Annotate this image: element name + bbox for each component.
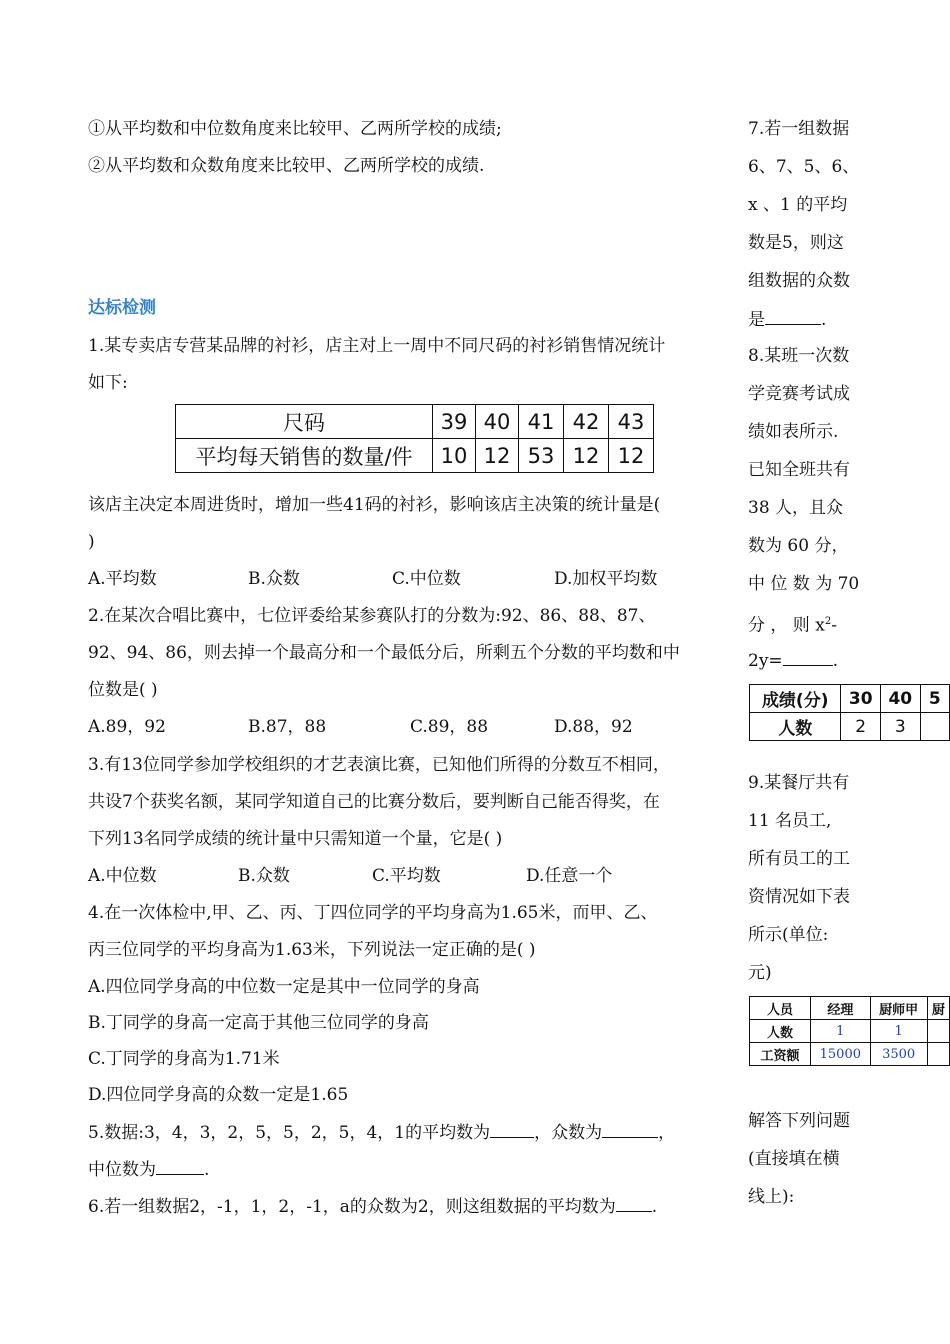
text-line: ②从平均数和众数角度来比较甲、乙两所学校的成绩. xyxy=(88,156,485,176)
question-1-text: 如下: xyxy=(88,373,128,393)
table-cell: 40 xyxy=(476,405,519,439)
option-d: D.88，92 xyxy=(554,717,633,737)
table-cell: 42 xyxy=(564,405,609,439)
table-cell: 10 xyxy=(433,439,476,473)
option-c: C.89，88 xyxy=(410,717,489,737)
answer-blank xyxy=(490,1121,534,1138)
question-8-part: . xyxy=(832,651,839,671)
question-2-text: 2.在某次合唱比赛中，七位评委给某参赛队打的分数为:92、86、88、87、 xyxy=(88,606,656,626)
table-row xyxy=(750,1020,950,1043)
table-cell xyxy=(927,1043,949,1066)
question-6-text xyxy=(88,1195,657,1218)
option-b: B.众数 xyxy=(238,866,290,886)
question-2-text: 92、94、86，则去掉一个最高分和一个最低分后，所剩五个分数的平均数和中 xyxy=(88,643,680,663)
table-cell: 15000 xyxy=(811,1043,871,1066)
table-row xyxy=(750,997,950,1020)
table-cell xyxy=(920,713,949,741)
table-cell: 1 xyxy=(870,1020,927,1043)
question-7-text: 7.若一组数据 xyxy=(748,119,850,139)
question-3-text: 3.有13位同学参加学校组织的才艺表演比赛，已知他们所得的分数互不相同， xyxy=(88,755,670,775)
option-a: A.89，92 xyxy=(88,717,166,737)
option-d: D.任意一个 xyxy=(526,866,613,886)
option-b: B.丁同学的身高一定高于其他三位同学的身高 xyxy=(88,1013,429,1033)
table-cell: 尺码 xyxy=(176,405,433,439)
question-8-text: 学竞赛考试成 xyxy=(748,384,850,404)
salary-table xyxy=(749,996,950,1066)
question-7-text: 组数据的众数 xyxy=(748,271,850,291)
question-9-text: 资情况如下表 xyxy=(748,887,850,907)
table-cell: 工资额 xyxy=(750,1043,811,1066)
question-1-text: 该店主决定本周进货时，增加一些41码的衬衫，影响该店主决策的统计量是( xyxy=(88,495,661,515)
table-cell: 2 xyxy=(841,713,881,741)
question-1-text: ) xyxy=(88,532,95,552)
answer-blank xyxy=(616,1195,652,1212)
answer-blank xyxy=(783,649,833,666)
question-8-text xyxy=(748,611,837,637)
question-7-part: . xyxy=(821,310,827,330)
question-2-text: 位数是( ) xyxy=(88,680,158,700)
option-b: B.87，88 xyxy=(248,717,327,737)
table-cell: 成绩(分) xyxy=(750,685,841,713)
table-cell: 5 xyxy=(920,685,949,713)
option-a: A.中位数 xyxy=(88,866,157,886)
table-cell: 12 xyxy=(564,439,609,473)
question-9-text: 11 名员工, xyxy=(748,811,832,831)
table-cell: 1 xyxy=(811,1020,871,1043)
question-8-text xyxy=(748,649,838,672)
question-9-text: 解答下列问题 xyxy=(748,1111,850,1131)
question-8-part: 2y= xyxy=(748,651,783,671)
option-d: D.加权平均数 xyxy=(554,569,658,589)
table-row xyxy=(750,713,950,741)
table-row xyxy=(750,685,950,713)
question-6-part: 6.若一组数据2，-1，1，2，-1，a的众数为2，则这组数据的平均数为 xyxy=(88,1197,616,1217)
question-5-part: ，众数为 xyxy=(534,1123,603,1143)
table-cell: 经理 xyxy=(811,997,871,1020)
table-row xyxy=(176,439,654,473)
question-3-text: 共设7个获奖名额，某同学知道自己的比赛分数后，要判断自己能否得奖，在 xyxy=(88,792,660,812)
table-cell: 53 xyxy=(519,439,564,473)
question-6-part: . xyxy=(651,1197,658,1217)
question-8-part: - xyxy=(831,615,837,636)
question-7-text: 数是5，则这 xyxy=(748,233,844,253)
answer-blank xyxy=(156,1158,204,1175)
table-cell: 厨 xyxy=(927,997,949,1020)
question-5-text xyxy=(88,1158,209,1181)
option-c: C.丁同学的身高为1.71米 xyxy=(88,1049,280,1069)
shirt-size-table xyxy=(175,404,654,473)
question-5-part: ， xyxy=(658,1123,676,1143)
table-row xyxy=(176,405,654,439)
table-cell: 30 xyxy=(841,685,881,713)
question-7-text: 6、7、5、6、 xyxy=(748,157,860,177)
question-3-text: 下列13名同学成绩的统计量中只需知道一个量，它是( ) xyxy=(88,829,503,849)
table-cell: 12 xyxy=(609,439,654,473)
section-title: 达标检测 xyxy=(88,298,156,318)
table-cell: 3500 xyxy=(870,1043,927,1066)
question-8-text: 8.某班一次数 xyxy=(748,346,850,366)
table-cell: 41 xyxy=(519,405,564,439)
question-9-text: 9.某餐厅共有 xyxy=(748,773,850,793)
question-4-text: 丙三位同学的平均身高为1.63米，下列说法一定正确的是( ) xyxy=(88,940,536,960)
question-8-text: 数为 60 分， xyxy=(748,536,849,556)
table-cell: 43 xyxy=(609,405,654,439)
question-7-part: 是 xyxy=(748,310,765,330)
question-9-text: 所示(单位: xyxy=(748,925,829,945)
table-row xyxy=(750,1043,950,1066)
table-cell xyxy=(927,1020,949,1043)
answer-blank xyxy=(765,308,821,325)
question-8-text: 中 位 数 为 70 xyxy=(748,574,860,594)
option-a: A.四位同学身高的中位数一定是其中一位同学的身高 xyxy=(88,977,480,997)
option-c: C.平均数 xyxy=(372,866,441,886)
question-9-text: 线上): xyxy=(748,1187,795,1207)
question-7-text xyxy=(748,308,826,331)
question-8-text: 38 人，且众 xyxy=(748,498,844,518)
table-cell: 人员 xyxy=(750,997,811,1020)
question-8-text: 已知全班共有 xyxy=(748,460,850,480)
question-9-text: (直接填在横 xyxy=(748,1149,840,1169)
question-8-part: 分 ， 则 x xyxy=(748,615,825,636)
question-5-part: 中位数为 xyxy=(88,1160,156,1180)
question-8-text: 绩如表所示. xyxy=(748,422,839,442)
text-line: ①从平均数和中位数角度来比较甲、乙两所学校的成绩; xyxy=(88,119,502,139)
question-1-text: 1.某专卖店专营某品牌的衬衫，店主对上一周中不同尺码的衬衫销售情况统计 xyxy=(88,336,666,356)
table-cell: 39 xyxy=(433,405,476,439)
question-5-part: 5.数据:3，4，3，2，5，5，2，5，4，1的平均数为 xyxy=(88,1123,491,1143)
question-7-text: x 、1 的平均 xyxy=(748,195,848,215)
answer-blank xyxy=(602,1121,658,1138)
question-5-text xyxy=(88,1121,675,1144)
option-c: C.中位数 xyxy=(392,569,461,589)
table-cell: 平均每天销售的数量/件 xyxy=(176,439,433,473)
option-d: D.四位同学身高的众数一定是1.65 xyxy=(88,1085,349,1105)
question-5-part: . xyxy=(204,1160,210,1180)
table-cell: 40 xyxy=(881,685,921,713)
question-4-text: 4.在一次体检中,甲、乙、丙、丁四位同学的平均身高为1.65米，而甲、乙、 xyxy=(88,903,658,923)
question-9-text: 元) xyxy=(748,963,772,983)
score-table xyxy=(749,684,950,741)
table-cell: 人数 xyxy=(750,713,841,741)
table-cell: 人数 xyxy=(750,1020,811,1043)
superscript: 2 xyxy=(824,616,832,627)
question-9-text: 所有员工的工 xyxy=(748,849,850,869)
table-cell: 厨师甲 xyxy=(870,997,927,1020)
option-b: B.众数 xyxy=(248,569,300,589)
option-a: A.平均数 xyxy=(88,569,157,589)
table-cell: 12 xyxy=(476,439,519,473)
table-cell: 3 xyxy=(881,713,921,741)
